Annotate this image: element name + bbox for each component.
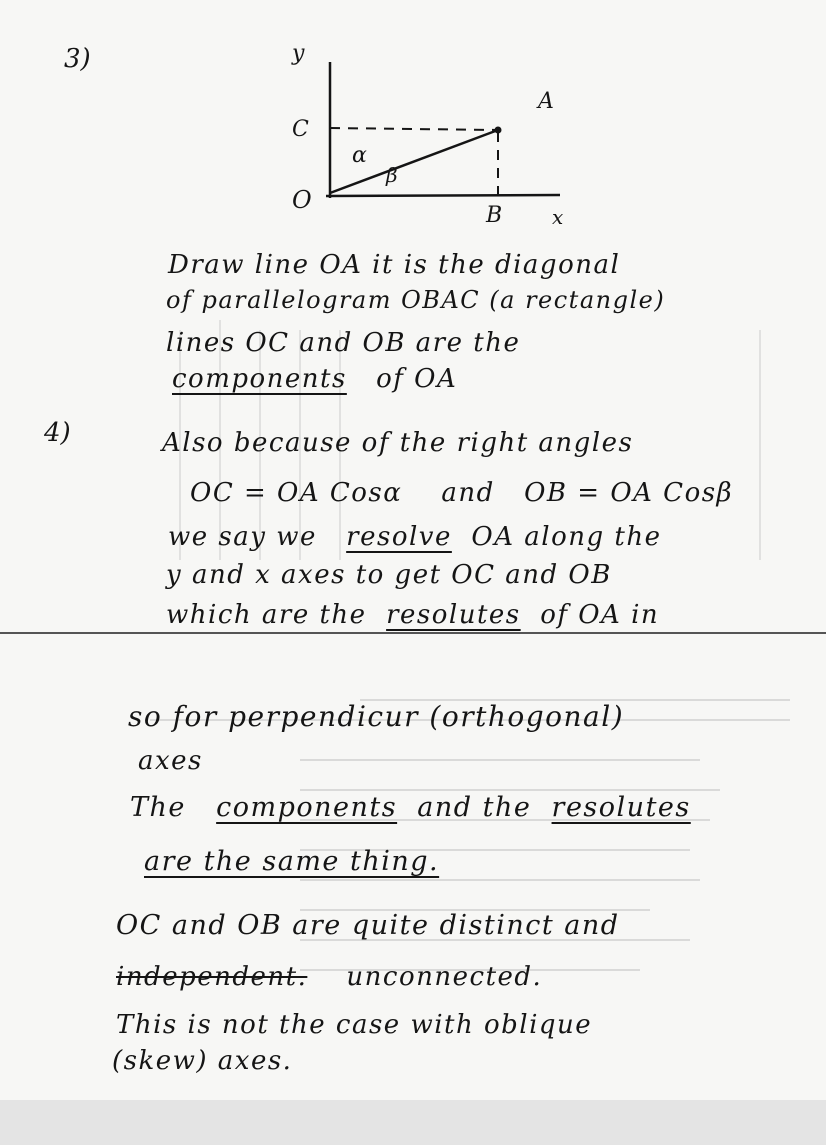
underlined-resolutes: resolutes (386, 600, 521, 630)
underlined-resolve: resolve (346, 522, 452, 552)
section3-line4 (172, 364, 457, 394)
section4-line1: Also because of the right angles (162, 428, 634, 458)
point-a-dot (495, 127, 502, 134)
rectangle-components-diagram (0, 0, 826, 260)
equation-ob: OB = OA Cosβ (524, 478, 734, 508)
lower-line3 (130, 792, 691, 823)
section4-line3-post: OA along the (471, 522, 662, 552)
label-point-b: B (486, 203, 503, 228)
label-angle-alpha: α (352, 143, 367, 168)
lower-line5: OC and OB are quite distinct and (116, 910, 620, 941)
lower-line1: so for perpendicur (orthogonal) (128, 700, 625, 733)
lower-line3-pre: The (130, 792, 186, 823)
section4-line2 (190, 478, 733, 508)
lower-line6 (116, 962, 542, 992)
section3-line1: Draw line OA it is the diagonal (168, 250, 621, 280)
underlined-resolutes-2: resolutes (551, 792, 691, 823)
label-point-c: C (292, 117, 309, 142)
section4-line5-post: of OA in (540, 600, 660, 630)
section4-line5-pre: which are the (166, 600, 367, 630)
equation-oc: OC = OA Cosα (190, 478, 403, 508)
x-axis (326, 195, 560, 196)
lower-line6-rest: unconnected. (346, 962, 543, 992)
label-point-a: A (538, 89, 554, 114)
lower-line7: This is not the case with oblique (116, 1010, 593, 1040)
label-origin: O (292, 186, 312, 214)
lower-line3-mid: and the (417, 792, 532, 823)
dashed-line-ca (330, 128, 498, 130)
section4-line4: y and x axes to get OC and OB (166, 560, 612, 590)
item-number-3: 3) (64, 44, 91, 74)
section3-line2: of parallelogram OBAC (a rectangle) (166, 286, 666, 314)
struck-independent: independent. (116, 962, 308, 992)
fold-line (0, 632, 826, 634)
section3-line4-rest: of OA (376, 364, 458, 394)
page-bottom-edge (0, 1100, 826, 1145)
section4-line5 (166, 600, 659, 630)
axis-label-x: x (552, 205, 564, 229)
section4-line3-pre: we say we (168, 522, 317, 552)
section4-line3 (168, 522, 661, 552)
axis-label-y: y (292, 41, 305, 66)
lower-line8: (skew) axes. (112, 1046, 293, 1076)
lower-line4: are the same thing. (144, 846, 440, 877)
lower-line2: axes (138, 746, 203, 776)
equation-and: and (441, 478, 495, 508)
section3-line3: lines OC and OB are the (166, 328, 521, 358)
underlined-components: components (172, 364, 347, 394)
item-number-4: 4) (44, 418, 71, 448)
label-angle-beta: β (386, 163, 398, 187)
underlined-components-2: components (216, 792, 398, 823)
